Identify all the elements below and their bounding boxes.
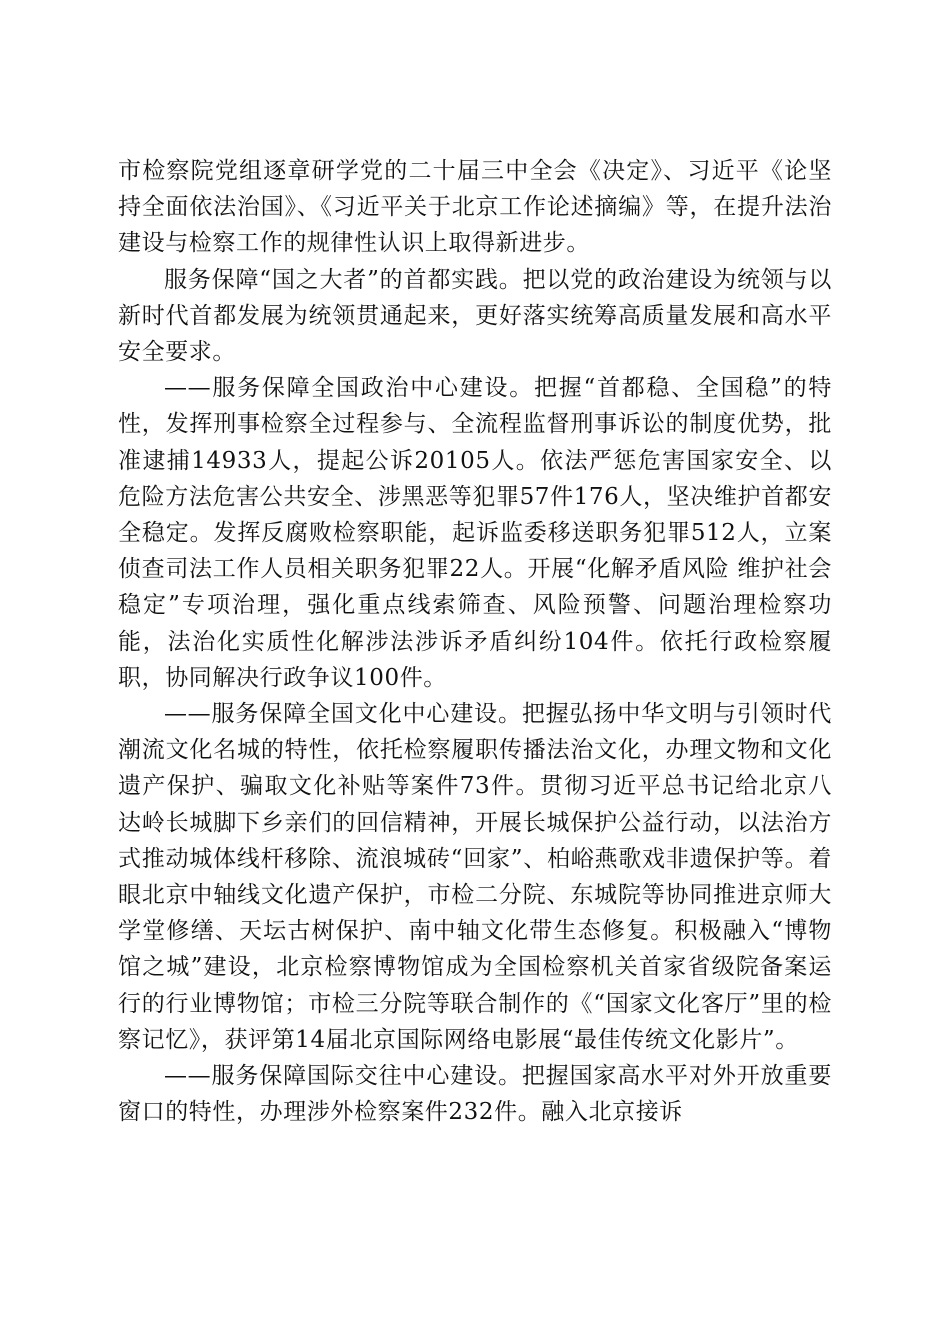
document-body: [118, 153, 832, 1130]
paragraph-cultural-center: ——服务保障全国文化中心建设。把握弘扬中华文明与引领时代潮流文化名城的特性，依托检察履职传播法治文化，办理文物和文化遗产保护、骗取文化补贴等案件73件。贯彻习近平总书记给北京八达岭长城脚下乡亲们的回信精神，开展长城保护公益行动，以法治方式推动城体线杆移除、流浪城砖“回家”、柏峪燕歌戏非遗保护等。着眼北京中轴线文化遗产保护，市检二分院、东城院等协同推进京师大学堂修缮、天坛古树保护、南中轴文化带生态修复。积极融入“博物馆之城”建设，北京检察博物馆成为全国检察机关首家省级院备案运行的行业博物馆；市检三分院等联合制作的《“国家文化客厅”里的检察记忆》，获评第14届北京国际网络电影展“最佳传统文化影片”。: [118, 701, 832, 1053]
paragraph-international-center: ——服务保障国际交往中心建设。把握国家高水平对外开放重要窗口的特性，办理涉外检察案件232件。融入北京接诉: [118, 1063, 832, 1126]
paragraph-continuation: 市检察院党组逐章研学党的二十届三中全会《决定》、习近平《论坚持全面依法治国》、《习近平关于北京工作论述摘编》等，在提升法治建设与检察工作的规律性认识上取得新进步。: [118, 158, 832, 257]
paragraph-political-center: ——服务保障全国政治中心建设。把握“首都稳、全国稳”的特性，发挥刑事检察全过程参与、全流程监督刑事诉讼的制度优势，批准逮捕14933人，提起公诉20105人。依法严惩危害国家安全、以危险方法危害公共安全、涉黑恶等犯罪57件176人，坚决维护首都安全稳定。发挥反腐败检察职能，起诉监委移送职务犯罪512人，立案侦查司法工作人员相关职务犯罪22人。开展“化解矛盾风险 维护社会稳定”专项治理，强化重点线索筛查、风险预警、问题治理检察功能，法治化实质性化解涉法涉诉矛盾纠纷104件。依托行政检察履职，协同解决行政争议100件。: [118, 375, 832, 691]
paragraph-capital-practice: 服务保障“国之大者”的首都实践。把以党的政治建设为统领与以新时代首都发展为统领贯通起来，更好落实统筹高质量发展和高水平安全要求。: [118, 266, 832, 366]
